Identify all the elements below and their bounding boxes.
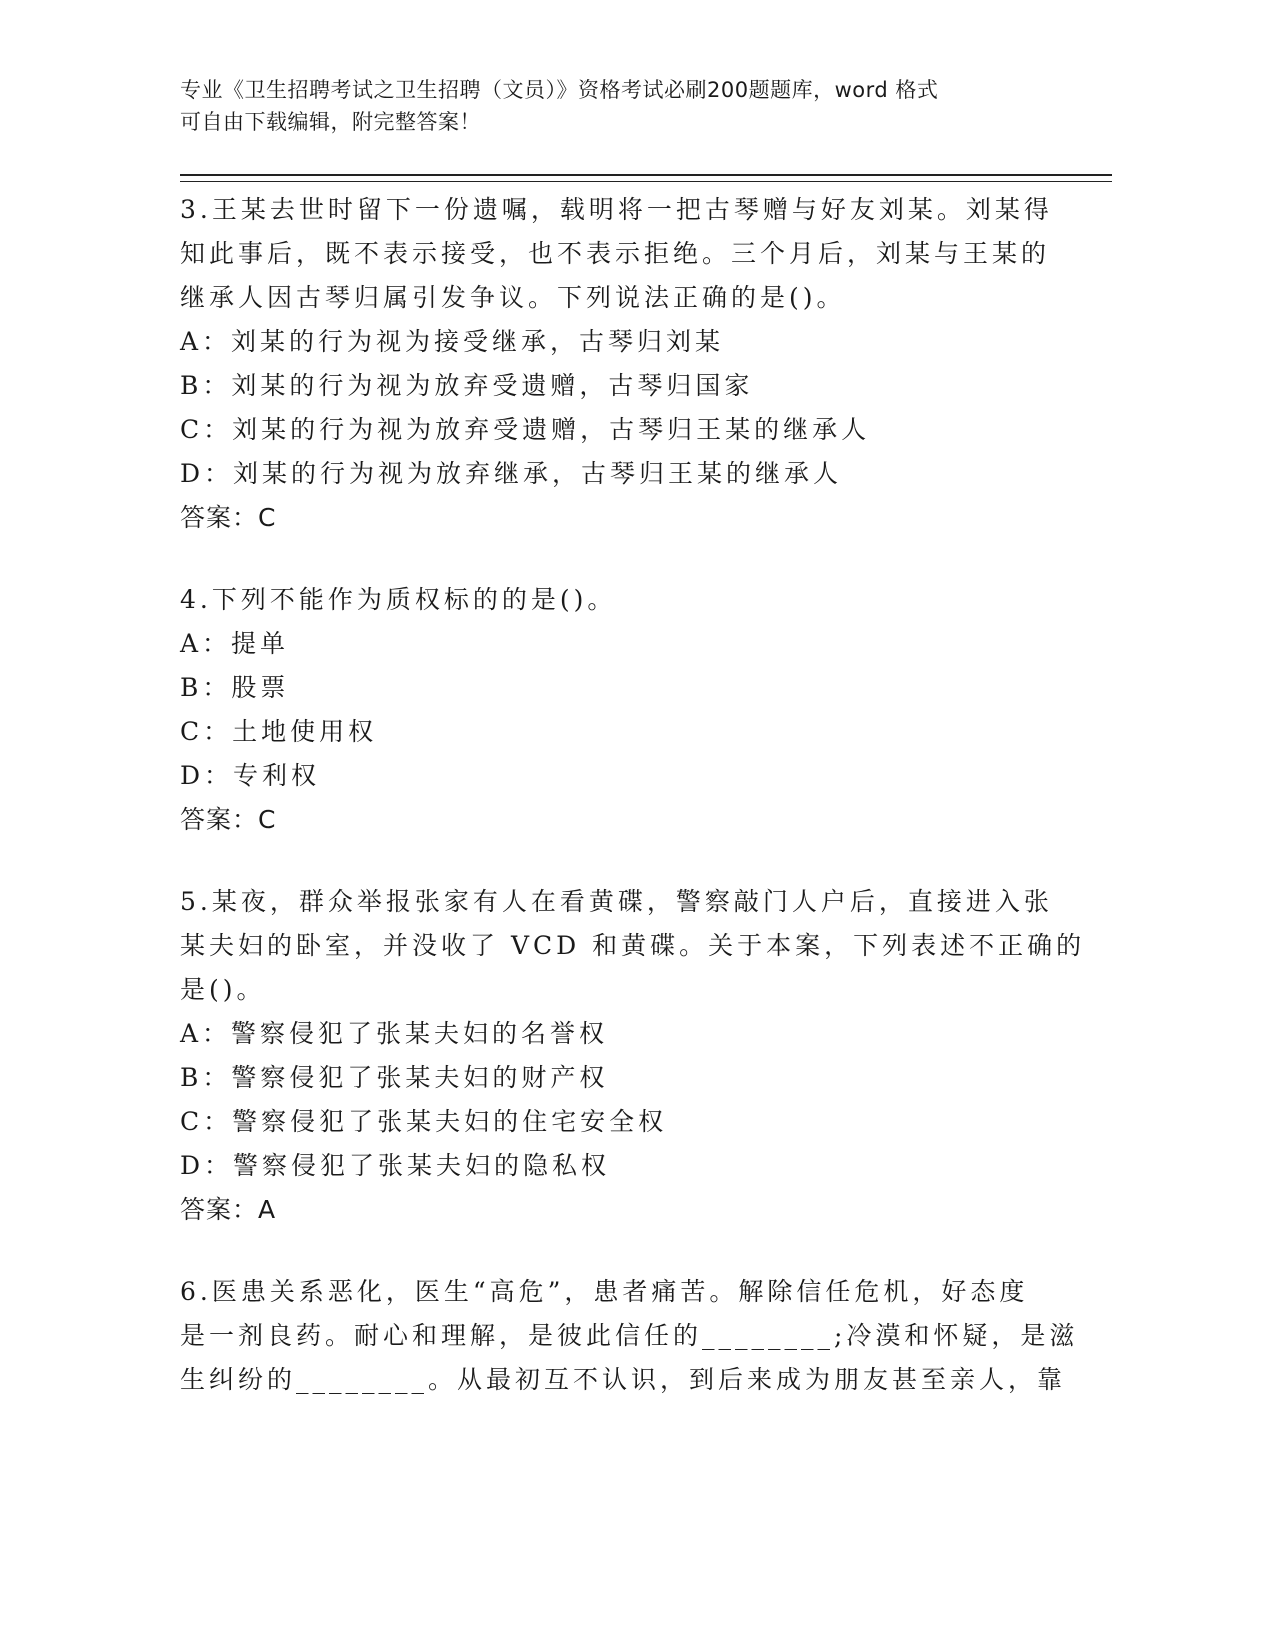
option-c: C：刘某的行为视为放弃受遗赠，古琴归王某的继承人: [180, 415, 871, 444]
option-b: B：警察侵犯了张某夫妇的财产权: [180, 1063, 609, 1092]
option-c: C：土地使用权: [180, 717, 378, 746]
question-stem-line: 4.下列不能作为质权标的的是()。: [180, 585, 617, 614]
header-rule-thin: [180, 181, 1112, 182]
question-stem-line: 某夫妇的卧室，并没收了 VCD 和黄碟。关于本案，下列表述不正确的: [180, 931, 1086, 960]
question-stem-line: 3.王某去世时留下一份遗嘱，载明将一把古琴赠与好友刘某。刘某得: [180, 195, 1053, 224]
header-line-2: 可自由下载编辑，附完整答案！: [180, 110, 481, 134]
option-b: B：刘某的行为视为放弃受遗赠，古琴归国家: [180, 371, 754, 400]
option-d: D：刘某的行为视为放弃继承，古琴归王某的继承人: [180, 459, 843, 488]
question-5: [180, 880, 1086, 1232]
question-stem-line: 继承人因古琴归属引发争议。下列说法正确的是()。: [180, 283, 846, 312]
question-stem-line: 是()。: [180, 975, 266, 1004]
answer-label: 答案：C: [180, 503, 277, 532]
header-line-1: 专业《卫生招聘考试之卫生招聘（文员）》资格考试必刷200题题库，word 格式: [180, 78, 939, 102]
option-a: A：提单: [180, 629, 290, 658]
question-list: [180, 188, 1086, 1440]
question-stem-line: 6.医患关系恶化，医生“高危”，患者痛苦。解除信任危机，好态度: [180, 1277, 1029, 1306]
option-d: D：专利权: [180, 761, 321, 790]
option-d: D：警察侵犯了张某夫妇的隐私权: [180, 1151, 611, 1180]
question-6: [180, 1270, 1080, 1402]
answer-label: 答案：A: [180, 1195, 277, 1224]
header-rule-thick: [180, 174, 1112, 176]
question-4: [180, 578, 1080, 842]
question-stem-line: 知此事后，既不表示接受，也不表示拒绝。三个月后，刘某与王某的: [180, 239, 1051, 268]
document-header: [180, 74, 1060, 138]
question-stem-line: 是一剂良药。耐心和理解，是彼此信任的________;冷漠和怀疑，是滋: [180, 1321, 1079, 1350]
option-c: C：警察侵犯了张某夫妇的住宅安全权: [180, 1107, 668, 1136]
option-a: A：刘某的行为视为接受继承，古琴归刘某: [180, 327, 725, 356]
option-a: A：警察侵犯了张某夫妇的名誉权: [180, 1019, 609, 1048]
answer-label: 答案：C: [180, 805, 277, 834]
question-stem-line: 生纠纷的________。从最初互不认识，到后来成为朋友甚至亲人，靠: [180, 1365, 1067, 1394]
option-b: B：股票: [180, 673, 290, 702]
question-stem-line: 5.某夜，群众举报张家有人在看黄碟，警察敲门人户后，直接进入张: [180, 887, 1053, 916]
question-3: [180, 188, 1080, 540]
